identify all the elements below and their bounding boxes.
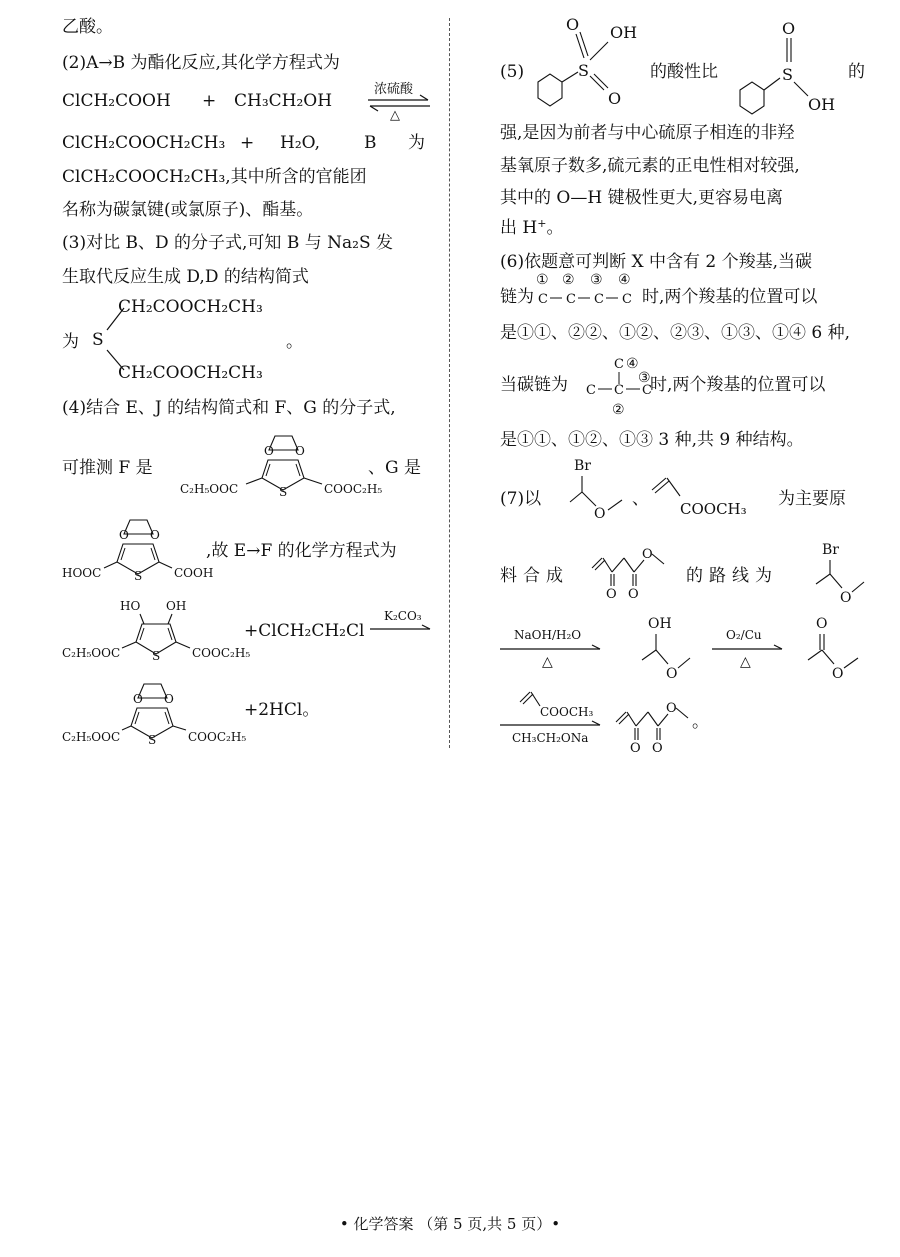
product-right-group: COOC₂H₅	[188, 730, 247, 744]
svg-text:C: C	[614, 357, 624, 372]
e-right-group: COOC₂H₅	[192, 646, 251, 660]
text-b: B	[364, 133, 377, 153]
svg-text:O: O	[133, 692, 143, 706]
position-3: ③	[638, 370, 651, 386]
heat-symbol: △	[542, 654, 553, 670]
svg-text:O: O	[119, 528, 129, 542]
bromo-ether-icon	[800, 538, 870, 608]
condition-label: O₂/Cu	[726, 628, 762, 642]
svg-text:O: O	[295, 444, 305, 458]
product-water: H₂O,	[280, 133, 320, 153]
equation-reactant-1: ClCH₂COOH	[62, 91, 171, 111]
page-footer: • 化学答案 （第 5 页,共 5 页）•	[339, 1215, 561, 1233]
text-line: (6)依题意可判断 X 中含有 2 个羧基,当碳	[500, 252, 813, 272]
text-line: 、G 是	[368, 458, 421, 478]
catalyst-label: K₂CO₃	[384, 609, 422, 623]
text-line: 链为	[500, 287, 534, 307]
text-end: 。	[286, 332, 303, 352]
linear-carbon-chain-icon	[536, 272, 646, 308]
f-structure-icon	[180, 428, 383, 499]
text-line: 强,是因为前者与中心硫原子相连的非羟	[500, 123, 795, 143]
svg-text:C: C	[566, 292, 576, 307]
methyl-acrylate-icon	[650, 468, 790, 524]
text-line: 乙酸。	[62, 17, 113, 37]
g-left-group: HOOC	[62, 566, 102, 580]
text-line: 当碳链为	[500, 375, 568, 395]
hydroxyl: OH	[610, 23, 638, 42]
svg-text:Br: Br	[574, 458, 591, 474]
column-divider	[449, 18, 450, 748]
d-bottom-chain: CH₂COOCH₂CH₃	[118, 363, 263, 383]
svg-text:O: O	[816, 616, 828, 632]
sulfur-atom: S	[279, 485, 288, 499]
product-left-group: C₂H₅OOC	[62, 730, 121, 744]
separator: 、	[632, 489, 649, 509]
f-left-group: C₂H₅OOC	[180, 482, 239, 496]
product-structure-icon	[62, 676, 262, 748]
reversible-arrow-icon	[368, 98, 432, 110]
oxygen-atom: O	[566, 15, 580, 34]
text-line: (4)结合 E、J 的结构简式和 F、G 的分子式,	[62, 398, 396, 418]
target-ketoester-icon	[590, 542, 690, 602]
e-left-group: C₂H₅OOC	[62, 646, 121, 660]
hydroxyl-2: OH	[166, 599, 187, 613]
catalyst-label: 浓硫酸	[374, 82, 414, 97]
svg-text:O: O	[628, 587, 639, 602]
text-line: 的	[848, 62, 865, 82]
text-line: 可推测 F 是	[62, 458, 153, 478]
text-line: 为主要原	[778, 489, 846, 509]
ketone-ether-icon	[800, 612, 870, 688]
svg-text:C: C	[586, 383, 596, 398]
svg-text:C: C	[622, 292, 632, 307]
svg-text:C: C	[594, 292, 604, 307]
product-ester: ClCH₂COOCH₂CH₃	[62, 133, 226, 153]
text-line: 时,两个羧基的位置可以	[642, 287, 818, 307]
position-1: ①	[536, 272, 549, 288]
text-line: ClCH₂COOCH₂CH₃,其中所含的官能团	[62, 167, 367, 187]
svg-text:O: O	[652, 741, 663, 756]
text-line: 生取代反应生成 D,D 的结构简式	[62, 267, 309, 287]
heat-symbol: △	[740, 654, 751, 670]
text-wei: 为	[408, 133, 425, 153]
text-line: 基氧原子数多,硫元素的正电性相对较强,	[500, 156, 800, 176]
svg-text:C: C	[538, 292, 548, 307]
svg-text:O: O	[840, 590, 852, 606]
text-line: 的路线为	[686, 566, 778, 586]
hydroxyl-1: HO	[120, 599, 141, 613]
sulfur-atom: S	[134, 569, 143, 583]
text-line: ,故 E→F 的化学方程式为	[206, 541, 397, 561]
sulfur-atom: S	[578, 61, 589, 80]
svg-text:O: O	[666, 701, 677, 716]
svg-text:O: O	[666, 666, 678, 682]
svg-text:O: O	[832, 666, 844, 682]
heat-symbol: △	[390, 108, 400, 123]
sulfur-atom: S	[92, 330, 104, 350]
text-line: 时,两个羧基的位置可以	[650, 375, 826, 395]
svg-text:O: O	[164, 692, 174, 706]
text-line: 是①①、②②、①②、②③、①③、①④ 6 种,	[500, 323, 851, 343]
sulfur-atom: S	[152, 649, 161, 663]
position-3: ③	[590, 272, 603, 288]
sulfur-atom: S	[148, 733, 157, 747]
svg-text:O: O	[630, 741, 641, 756]
svg-text:O: O	[606, 587, 617, 602]
bromo-ether-icon	[552, 454, 642, 524]
arrow-icon	[370, 624, 432, 634]
benzenesulfonic-acid-icon	[528, 12, 638, 112]
byproduct: +2HCl。	[244, 700, 320, 720]
svg-text:C: C	[614, 383, 624, 398]
oxygen-atom: O	[782, 19, 796, 38]
text-wei: 为	[62, 332, 79, 352]
svg-text:Br: Br	[822, 542, 839, 558]
d-top-chain: CH₂COOCH₂CH₃	[118, 297, 263, 317]
condition-label: CH₃CH₂ONa	[512, 731, 589, 745]
arrow-icon	[500, 720, 602, 730]
text-line: 的酸性比	[650, 62, 718, 82]
e-structure-icon	[62, 594, 262, 666]
question-number: (5)	[500, 62, 525, 82]
svg-text:O: O	[642, 547, 653, 562]
reagent: +ClCH₂CH₂Cl	[244, 621, 365, 641]
question-number: (7)以	[500, 489, 542, 509]
equation-plus: +	[202, 91, 217, 111]
svg-text:O: O	[594, 506, 606, 522]
svg-text:O: O	[150, 528, 160, 542]
sulfur-atom: S	[782, 65, 793, 84]
position-2: ②	[562, 272, 575, 288]
svg-text:OH: OH	[648, 616, 672, 632]
oxygen-atom: O	[608, 89, 622, 108]
position-2: ②	[612, 402, 625, 418]
hydroxy-ether-icon	[626, 612, 696, 688]
position-4: ④	[618, 272, 631, 288]
g-right-group: COOH	[174, 566, 214, 580]
text-line: 料合成	[500, 566, 569, 586]
text-line: (3)对比 B、D 的分子式,可知 B 与 Na₂S 发	[62, 233, 393, 253]
equation-plus: +	[240, 133, 255, 153]
arrow-icon	[712, 644, 784, 654]
g-structure-icon	[62, 512, 222, 584]
svg-text:O: O	[264, 444, 274, 458]
methyl-acrylate-small-icon	[518, 688, 618, 718]
text-line: (2)A→B 为酯化反应,其化学方程式为	[62, 53, 340, 73]
text-line: 其中的 O—H 键极性更大,更容易电离	[500, 188, 783, 208]
condition-label: NaOH/H₂O	[514, 628, 582, 642]
text-line: 名称为碳氯键(或氯原子)、酯基。	[62, 200, 314, 220]
f-right-group: COOC₂H₅	[324, 482, 383, 496]
hydroxyl: OH	[808, 95, 836, 114]
benzenesulfinic-acid-icon	[732, 12, 842, 112]
svg-text:C: C	[642, 383, 652, 398]
text-line: 是①①、①②、①③ 3 种,共 9 种结构。	[500, 430, 804, 450]
svg-text:COOCH₃: COOCH₃	[540, 705, 594, 719]
svg-text:COOCH₃: COOCH₃	[680, 500, 747, 518]
text-end: 。	[692, 712, 709, 732]
text-line: 出 H+。	[500, 217, 564, 238]
equation-reactant-2: CH₃CH₂OH	[234, 91, 333, 111]
arrow-icon	[500, 644, 602, 654]
position-4: ④	[626, 356, 639, 372]
